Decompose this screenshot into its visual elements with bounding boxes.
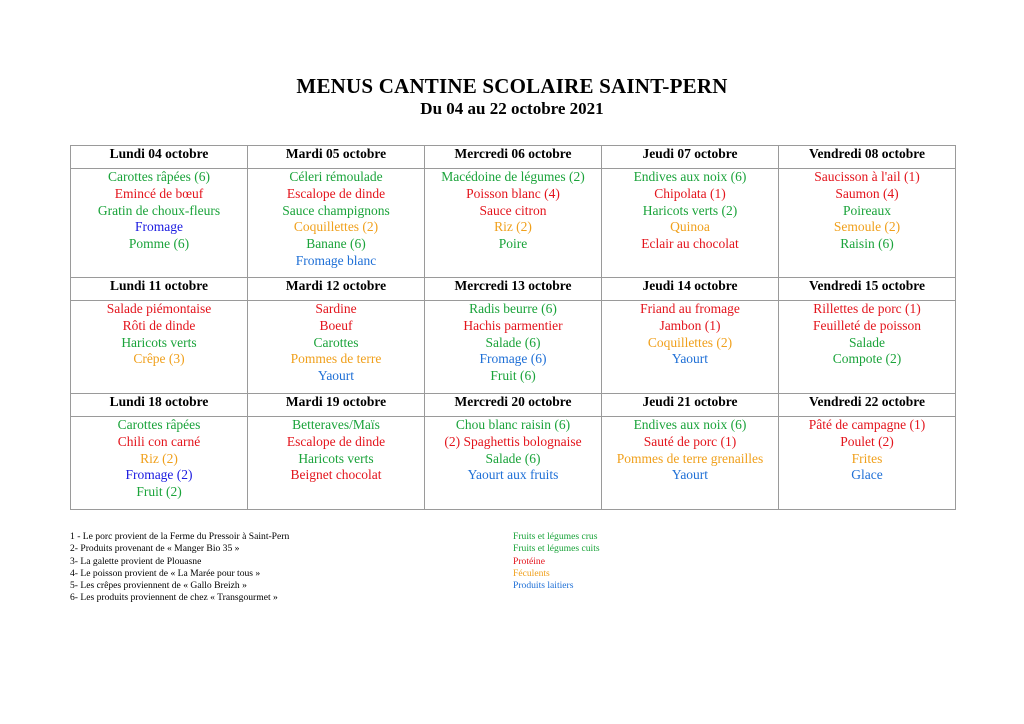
menu-item: Sauce citron [479,202,547,218]
day-menu-cell [602,169,779,278]
menu-item: Escalope de dinde [286,433,386,449]
day-menu-cell [425,301,602,394]
day-header: Jeudi 21 octobre [602,394,779,417]
menu-item: Haricots verts [121,334,197,350]
menu-item: Poire [498,236,528,252]
menu-item: Gratin de choux-fleurs [97,202,221,218]
menu-item: Compote (2) [832,351,902,367]
note-item: 6- Les produits proviennent de chez « Transgourmet » [70,592,278,604]
day-header: Mardi 12 octobre [248,278,425,301]
legend-item-cuits: Fruits et légumes cuits [513,543,600,555]
menu-item: Yaourt [671,351,709,367]
legend-item-proteine: Protéine [513,555,545,567]
menu-item: Macédoine de légumes (2) [441,169,585,184]
menu-item: Pommes de terre grenailles [616,450,764,466]
menu-table [70,145,956,510]
menu-item: Fruit (6) [490,368,536,384]
menu-item: Emincé de bœuf [114,185,204,201]
day-menu-cell [248,417,425,510]
week-menu-row [71,417,956,510]
note-item: 1 - Le porc provient de la Ferme du Pressoir à Saint-Pern [70,531,290,542]
origin-notes [70,531,289,605]
menu-item: Feuilleté de poisson [813,317,921,333]
note-item: 5- Les crêpes proviennent de « Gallo Breizh » [70,580,247,592]
menu-item: Crêpe (3) [133,351,185,367]
menu-item: Sauté de porc (1) [643,433,737,449]
note-item: 4- Le poisson provient de « La Marée pour tous » [70,567,261,579]
menu-item: Fromage blanc [295,252,377,268]
day-header: Lundi 18 octobre [71,394,248,417]
menu-item: Endives aux noix (6) [633,417,747,432]
menu-item: Salade (6) [485,450,541,466]
day-header: Mercredi 20 octobre [425,394,602,417]
menu-table-body [71,146,956,510]
menu-item: Pâté de campagne (1) [808,417,926,432]
menu-item: Rillettes de porc (1) [813,301,921,316]
menu-item: Carottes râpées (6) [108,169,210,184]
menu-item: Fromage (2) [125,467,193,483]
menu-item: Quinoa [670,219,710,235]
menu-item: Riz (2) [140,450,178,466]
day-header: Mercredi 13 octobre [425,278,602,301]
week-header-row [71,278,956,301]
legend-item-crus: Fruits et légumes crus [513,531,598,542]
note-item: 2- Produits provenant de « Manger Bio 35 » [70,543,240,555]
day-menu-cell [71,169,248,278]
day-menu-cell [602,417,779,510]
week-menu-row [71,169,956,278]
menu-item: Banane (6) [306,236,366,252]
day-header: Vendredi 22 octobre [779,394,956,417]
day-menu-cell [602,301,779,394]
menu-item: Sardine [315,301,357,316]
legend-item-feculents: Féculents [513,567,550,579]
day-header: Jeudi 07 octobre [602,146,779,169]
menu-item: Céleri rémoulade [289,169,383,184]
legend-item-laitiers: Produits laitiers [513,580,574,592]
day-header: Mardi 19 octobre [248,394,425,417]
week-menu-row [71,301,956,394]
day-menu-cell [248,301,425,394]
menu-item: Pommes de terre [290,351,382,367]
day-header: Vendredi 15 octobre [779,278,956,301]
day-menu-cell [248,169,425,278]
menu-item: Frites [851,450,883,466]
menu-item: Poulet (2) [840,433,894,449]
menu-item: Escalope de dinde [286,185,386,201]
menu-item: Poisson blanc (4) [466,185,560,201]
note-item: 3- La galette provient de Plouasne [70,555,202,567]
day-menu-cell [779,169,956,278]
menu-item: Fromage (6) [479,351,547,367]
day-header: Jeudi 14 octobre [602,278,779,301]
menu-item: Betteraves/Maïs [292,417,380,432]
menu-item: Yaourt aux fruits [467,467,559,483]
color-legend [513,531,600,592]
page-title: MENUS CANTINE SCOLAIRE SAINT-PERN [296,74,728,98]
day-menu-cell [425,169,602,278]
week-header-row [71,394,956,417]
day-menu-cell [425,417,602,510]
day-header: Lundi 04 octobre [71,146,248,169]
menu-item: Fruit (2) [136,484,182,500]
menu-item: Chili con carné [117,433,201,449]
day-header: Lundi 11 octobre [71,278,248,301]
menu-item: Hachis parmentier [463,317,563,333]
menu-item: Chou blanc raisin (6) [455,417,571,432]
menu-item: Sauce champignons [282,202,390,218]
menu-item: Pomme (6) [128,236,190,252]
menu-item: Poireaux [843,202,891,218]
menu-item: Boeuf [319,317,353,333]
day-menu-cell [71,417,248,510]
menu-item: Haricots verts [298,450,374,466]
menu-item: Salade [849,334,885,350]
menu-item: Eclair au chocolat [641,236,739,252]
menu-item: Radis beurre (6) [469,301,557,316]
menu-item: Fromage [135,219,183,235]
menu-item: Endives aux noix (6) [633,169,747,184]
week-header-row [71,146,956,169]
menu-item: Jambon (1) [659,317,721,333]
menu-item: Salade (6) [485,334,541,350]
menu-item: Coquillettes (2) [647,334,733,350]
menu-item: Salade piémontaise [106,301,212,316]
menu-item: Glace [851,467,883,483]
menu-item: Chipolata (1) [654,185,726,201]
menu-item: Saucisson à l'ail (1) [814,169,920,184]
menu-item: (2) Spaghettis bolognaise [444,433,582,449]
menu-item: Yaourt [671,467,709,483]
menu-item: Beignet chocolat [290,467,382,483]
menu-item: Riz (2) [494,219,532,235]
menu-item: Saumon (4) [835,185,899,201]
menu-item: Carottes râpées [117,417,201,432]
day-header: Mercredi 06 octobre [425,146,602,169]
menu-item: Semoule (2) [833,219,901,235]
menu-item: Coquillettes (2) [293,219,379,235]
menu-item: Rôti de dinde [122,317,196,333]
menu-item: Yaourt [317,368,355,384]
day-header: Mardi 05 octobre [248,146,425,169]
menu-item: Carottes [313,334,359,350]
day-menu-cell [779,301,956,394]
day-menu-cell [71,301,248,394]
menu-item: Raisin (6) [840,236,894,252]
menu-item: Friand au fromage [640,301,740,316]
day-header: Vendredi 08 octobre [779,146,956,169]
page-subtitle: Du 04 au 22 octobre 2021 [420,99,604,118]
menu-item: Haricots verts (2) [642,202,738,218]
day-menu-cell [779,417,956,510]
